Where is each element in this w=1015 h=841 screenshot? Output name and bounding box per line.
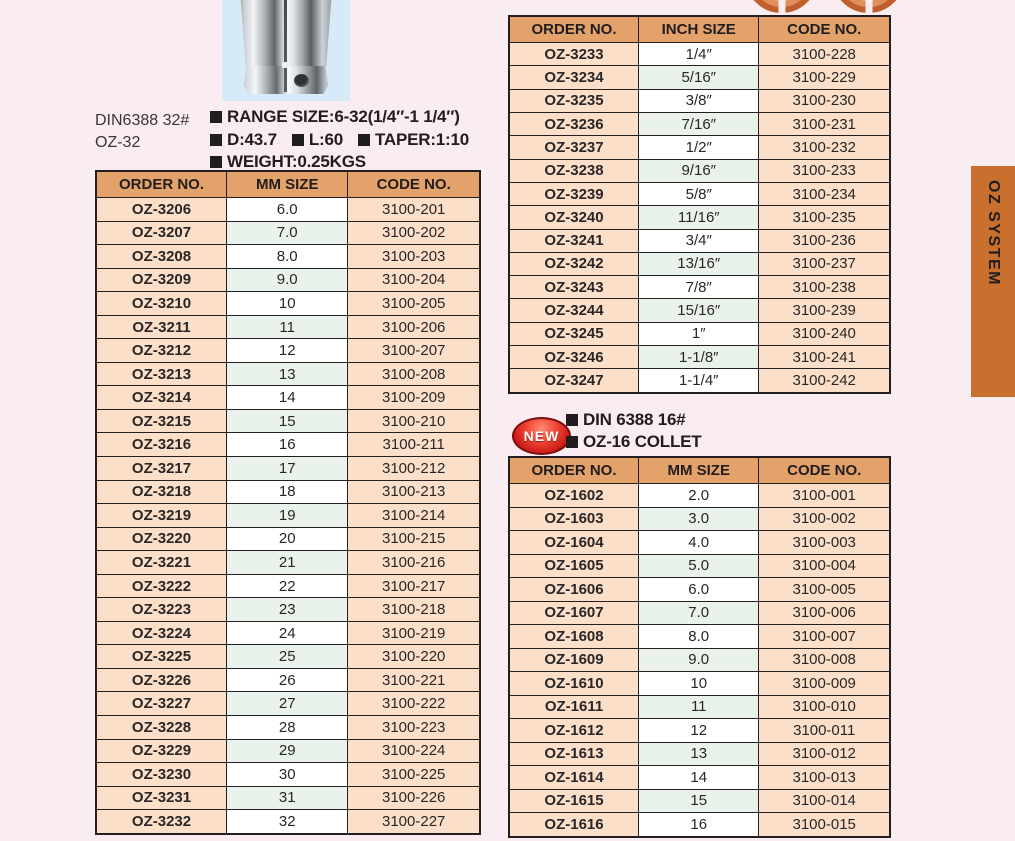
code-no-cell: 3100-232: [759, 136, 890, 159]
size-cell: 32: [227, 810, 348, 834]
order-no-cell: OZ-3225: [96, 645, 227, 669]
order-no-cell: OZ-1607: [509, 601, 639, 625]
order-no-cell: OZ-3245: [509, 322, 639, 345]
table-row: [96, 480, 480, 504]
size-cell: 1″: [639, 322, 759, 345]
order-no-cell: OZ-3228: [96, 716, 227, 740]
order-no-cell: OZ-1614: [509, 766, 639, 790]
size-cell: 24: [227, 621, 348, 645]
code-no-cell: 3100-214: [348, 504, 480, 528]
table-row: [509, 322, 890, 345]
size-cell: 10: [227, 292, 348, 316]
size-cell: 1-1/4″: [639, 369, 759, 393]
size-cell: 11: [227, 315, 348, 339]
order-no-cell: OZ-1604: [509, 531, 639, 555]
size-cell: 27: [227, 692, 348, 716]
table-row: [509, 625, 890, 649]
size-cell: 10: [639, 672, 759, 696]
logo-collet-icon: [745, 0, 818, 13]
table-row: [96, 668, 480, 692]
order-no-cell: OZ-3235: [509, 89, 639, 112]
oz16-mm-table: [508, 456, 891, 838]
table-row: [96, 245, 480, 269]
table-row: [509, 601, 890, 625]
code-no-cell: 3100-229: [759, 66, 890, 89]
code-no-cell: 3100-233: [759, 159, 890, 182]
size-cell: 12: [639, 719, 759, 743]
data-table: [508, 456, 891, 838]
order-no-cell: OZ-3234: [509, 66, 639, 89]
table-row: [509, 89, 890, 112]
code-no-cell: 3100-010: [759, 695, 890, 719]
table-row: [96, 315, 480, 339]
code-no-cell: 3100-240: [759, 322, 890, 345]
size-cell: 6.0: [639, 578, 759, 602]
table-row: [96, 292, 480, 316]
size-cell: 13: [227, 362, 348, 386]
size-cell: 1-1/8″: [639, 346, 759, 369]
order-no-cell: OZ-3219: [96, 504, 227, 528]
size-cell: 23: [227, 598, 348, 622]
table-row: [96, 527, 480, 551]
table-row: [96, 786, 480, 810]
order-no-cell: OZ-3218: [96, 480, 227, 504]
spec-text: DIN 6388 16#: [583, 410, 686, 429]
size-cell: 13: [639, 742, 759, 766]
order-no-cell: OZ-3226: [96, 668, 227, 692]
code-no-cell: 3100-213: [348, 480, 480, 504]
table-body: [509, 484, 890, 838]
spec-item: [358, 130, 469, 150]
size-cell: 5.0: [639, 554, 759, 578]
code-no-cell: 3100-235: [759, 206, 890, 229]
size-cell: 7/16″: [639, 112, 759, 135]
order-no-cell: OZ-3239: [509, 182, 639, 205]
header-row: [509, 16, 890, 43]
order-no-cell: OZ-3230: [96, 763, 227, 787]
size-cell: 9.0: [639, 648, 759, 672]
code-no-cell: 3100-230: [759, 89, 890, 112]
size-cell: 16: [227, 433, 348, 457]
table-row: [509, 369, 890, 393]
code-no-cell: 3100-006: [759, 601, 890, 625]
table-row: [509, 299, 890, 322]
table-row: [96, 551, 480, 575]
order-no-cell: OZ-3232: [96, 810, 227, 834]
table-row: [509, 346, 890, 369]
code-no-cell: 3100-210: [348, 409, 480, 433]
column-header: INCH SIZE: [639, 16, 759, 43]
size-cell: 18: [227, 480, 348, 504]
spec-item: [566, 410, 686, 430]
order-no-cell: OZ-3220: [96, 527, 227, 551]
code-no-cell: 3100-011: [759, 719, 890, 743]
order-no-cell: OZ-1615: [509, 789, 639, 813]
size-cell: 16: [639, 813, 759, 837]
table-row: [96, 621, 480, 645]
order-no-cell: OZ-3214: [96, 386, 227, 410]
order-no-cell: OZ-1603: [509, 507, 639, 531]
order-no-cell: OZ-3242: [509, 252, 639, 275]
table-row: [509, 695, 890, 719]
table-row: [96, 598, 480, 622]
spec-item: [566, 432, 702, 452]
size-cell: 5/16″: [639, 66, 759, 89]
size-cell: 4.0: [639, 531, 759, 555]
bullet-square-icon: [292, 134, 304, 146]
column-header: MM SIZE: [639, 457, 759, 484]
order-no-cell: OZ-3206: [96, 198, 227, 222]
size-cell: 1/4″: [639, 43, 759, 66]
code-no-cell: 3100-207: [348, 339, 480, 363]
code-no-cell: 3100-202: [348, 221, 480, 245]
spec-text: WEIGHT:0.25KGS: [227, 152, 366, 172]
size-cell: 22: [227, 574, 348, 598]
code-no-cell: 3100-209: [348, 386, 480, 410]
code-no-cell: 3100-013: [759, 766, 890, 790]
oz32-spec-list: [210, 106, 484, 174]
table-head: [509, 16, 890, 43]
header-row: [509, 457, 890, 484]
size-cell: 14: [227, 386, 348, 410]
table-row: [96, 386, 480, 410]
size-cell: 9/16″: [639, 159, 759, 182]
table-body: [96, 198, 480, 835]
code-no-cell: 3100-204: [348, 268, 480, 292]
code-no-cell: 3100-231: [759, 112, 890, 135]
spec-item: [210, 130, 277, 150]
size-cell: 3/8″: [639, 89, 759, 112]
size-cell: 26: [227, 668, 348, 692]
code-no-cell: 3100-203: [348, 245, 480, 269]
order-no-cell: OZ-3231: [96, 786, 227, 810]
size-cell: 17: [227, 457, 348, 481]
table-head: [96, 171, 480, 198]
order-no-cell: OZ-3229: [96, 739, 227, 763]
code-no-cell: 3100-211: [348, 433, 480, 457]
size-cell: 3.0: [639, 507, 759, 531]
size-cell: 21: [227, 551, 348, 575]
code-no-cell: 3100-205: [348, 292, 480, 316]
code-no-cell: 3100-216: [348, 551, 480, 575]
order-no-cell: OZ-3208: [96, 245, 227, 269]
table-row: [509, 484, 890, 508]
table-row: [509, 648, 890, 672]
table-row: [96, 716, 480, 740]
column-header: MM SIZE: [227, 171, 348, 198]
order-no-cell: OZ-1605: [509, 554, 639, 578]
spec-item: [292, 130, 343, 150]
code-no-cell: 3100-015: [759, 813, 890, 837]
code-no-cell: 3100-223: [348, 716, 480, 740]
order-no-cell: OZ-3209: [96, 268, 227, 292]
order-no-cell: OZ-3216: [96, 433, 227, 457]
size-cell: 1/2″: [639, 136, 759, 159]
order-no-cell: OZ-3223: [96, 598, 227, 622]
size-cell: 13/16″: [639, 252, 759, 275]
code-no-cell: 3100-215: [348, 527, 480, 551]
order-no-cell: OZ-3222: [96, 574, 227, 598]
oz-system-side-tab: [971, 166, 1015, 397]
code-no-cell: 3100-225: [348, 763, 480, 787]
order-no-cell: OZ-1608: [509, 625, 639, 649]
table-row: [96, 221, 480, 245]
code-no-cell: 3100-221: [348, 668, 480, 692]
table-row: [509, 136, 890, 159]
order-no-cell: OZ-3213: [96, 362, 227, 386]
spec-text: L:60: [308, 129, 343, 149]
size-cell: 14: [639, 766, 759, 790]
model-standard: DIN6388 32#: [95, 112, 190, 129]
table-row: [96, 457, 480, 481]
logo-collet-icon: [832, 0, 905, 13]
size-cell: 7.0: [639, 601, 759, 625]
table-row: [96, 645, 480, 669]
code-no-cell: 3100-227: [348, 810, 480, 834]
table-row: [96, 362, 480, 386]
code-no-cell: 3100-222: [348, 692, 480, 716]
model-block: [95, 110, 189, 154]
order-no-cell: OZ-1609: [509, 648, 639, 672]
table-row: [509, 578, 890, 602]
spec-text: OZ-16 COLLET: [583, 432, 702, 451]
order-no-cell: OZ-3233: [509, 43, 639, 66]
collet-slit-gap: [282, 62, 289, 68]
column-header: ORDER NO.: [96, 171, 227, 198]
data-table: [508, 15, 891, 394]
code-no-cell: 3100-236: [759, 229, 890, 252]
order-no-cell: OZ-1602: [509, 484, 639, 508]
code-no-cell: 3100-239: [759, 299, 890, 322]
order-no-cell: OZ-3241: [509, 229, 639, 252]
collet-slit: [284, 0, 287, 92]
code-no-cell: 3100-228: [759, 43, 890, 66]
order-no-cell: OZ-3243: [509, 276, 639, 299]
table-row: [509, 66, 890, 89]
order-no-cell: OZ-1612: [509, 719, 639, 743]
table-row: [509, 554, 890, 578]
size-cell: 25: [227, 645, 348, 669]
bullet-square-icon: [210, 111, 222, 123]
size-cell: 15/16″: [639, 299, 759, 322]
size-cell: 12: [227, 339, 348, 363]
bullet-square-icon: [566, 436, 578, 448]
column-header: CODE NO.: [759, 16, 890, 43]
oz32-inch-table: [508, 15, 891, 394]
code-no-cell: 3100-009: [759, 672, 890, 696]
order-no-cell: OZ-3237: [509, 136, 639, 159]
order-no-cell: OZ-3236: [509, 112, 639, 135]
code-no-cell: 3100-217: [348, 574, 480, 598]
code-no-cell: 3100-220: [348, 645, 480, 669]
spec-line: [210, 129, 484, 152]
column-header: ORDER NO.: [509, 457, 639, 484]
new-badge: [512, 417, 571, 455]
table-row: [509, 813, 890, 837]
table-row: [96, 574, 480, 598]
spec-text: RANGE SIZE:6-32(1/4″-1 1/4″): [227, 107, 460, 127]
table-row: [509, 112, 890, 135]
table-row: [509, 742, 890, 766]
code-no-cell: 3100-007: [759, 625, 890, 649]
size-cell: 15: [639, 789, 759, 813]
size-cell: 30: [227, 763, 348, 787]
table-body: [509, 43, 890, 394]
collet-photo: [222, 0, 350, 101]
code-no-cell: 3100-224: [348, 739, 480, 763]
size-cell: 29: [227, 739, 348, 763]
size-cell: 3/4″: [639, 229, 759, 252]
code-no-cell: 3100-208: [348, 362, 480, 386]
spec-text: TAPER:1:10: [374, 129, 470, 149]
size-cell: 15: [227, 409, 348, 433]
table-row: [509, 252, 890, 275]
order-no-cell: OZ-1606: [509, 578, 639, 602]
code-no-cell: 3100-219: [348, 621, 480, 645]
table-row: [509, 182, 890, 205]
order-no-cell: OZ-3207: [96, 221, 227, 245]
code-no-cell: 3100-206: [348, 315, 480, 339]
size-cell: 20: [227, 527, 348, 551]
table-row: [96, 339, 480, 363]
code-no-cell: 3100-226: [348, 786, 480, 810]
code-no-cell: 3100-014: [759, 789, 890, 813]
order-no-cell: OZ-1613: [509, 742, 639, 766]
size-cell: 5/8″: [639, 182, 759, 205]
table-row: [96, 739, 480, 763]
size-cell: 11/16″: [639, 206, 759, 229]
code-no-cell: 3100-234: [759, 182, 890, 205]
order-no-cell: OZ-3246: [509, 346, 639, 369]
code-no-cell: 3100-012: [759, 742, 890, 766]
table-row: [96, 409, 480, 433]
code-no-cell: 3100-005: [759, 578, 890, 602]
header-row: [96, 171, 480, 198]
code-no-cell: 3100-241: [759, 346, 890, 369]
table-row: [509, 507, 890, 531]
size-cell: 7.0: [227, 221, 348, 245]
code-no-cell: 3100-004: [759, 554, 890, 578]
column-header: CODE NO.: [348, 171, 480, 198]
table-row: [96, 433, 480, 457]
table-row: [509, 719, 890, 743]
table-row: [509, 159, 890, 182]
code-no-cell: 3100-242: [759, 369, 890, 393]
bullet-square-icon: [210, 134, 222, 146]
order-no-cell: OZ-3212: [96, 339, 227, 363]
size-cell: 7/8″: [639, 276, 759, 299]
spec-text: D:43.7: [227, 129, 277, 149]
table-row: [96, 763, 480, 787]
code-no-cell: 3100-238: [759, 276, 890, 299]
oz16-spec-list: [566, 409, 717, 453]
size-cell: 8.0: [227, 245, 348, 269]
size-cell: 6.0: [227, 198, 348, 222]
spec-item: [210, 107, 460, 127]
order-no-cell: OZ-3224: [96, 621, 227, 645]
order-no-cell: OZ-3211: [96, 315, 227, 339]
code-no-cell: 3100-218: [348, 598, 480, 622]
bullet-square-icon: [358, 134, 370, 146]
table-row: [96, 692, 480, 716]
table-row: [509, 789, 890, 813]
column-header: ORDER NO.: [509, 16, 639, 43]
code-no-cell: 3100-002: [759, 507, 890, 531]
order-no-cell: OZ-1611: [509, 695, 639, 719]
table-head: [509, 457, 890, 484]
spec-line: [566, 431, 717, 453]
table-row: [96, 268, 480, 292]
size-cell: 19: [227, 504, 348, 528]
order-no-cell: OZ-3215: [96, 409, 227, 433]
model-number: OZ-32: [95, 134, 141, 151]
order-no-cell: OZ-3217: [96, 457, 227, 481]
order-no-cell: OZ-3227: [96, 692, 227, 716]
table-row: [96, 810, 480, 834]
new-badge-label: NEW: [523, 428, 560, 444]
table-row: [96, 504, 480, 528]
table-row: [96, 198, 480, 222]
order-no-cell: OZ-3240: [509, 206, 639, 229]
oz32-mm-table: [95, 170, 481, 835]
table-row: [509, 43, 890, 66]
order-no-cell: OZ-3210: [96, 292, 227, 316]
size-cell: 28: [227, 716, 348, 740]
table-row: [509, 672, 890, 696]
order-no-cell: OZ-1616: [509, 813, 639, 837]
code-no-cell: 3100-008: [759, 648, 890, 672]
column-header: CODE NO.: [759, 457, 890, 484]
size-cell: 11: [639, 695, 759, 719]
code-no-cell: 3100-212: [348, 457, 480, 481]
bullet-square-icon: [566, 414, 578, 426]
code-no-cell: 3100-237: [759, 252, 890, 275]
table-row: [509, 766, 890, 790]
size-cell: 8.0: [639, 625, 759, 649]
spec-line: [566, 409, 717, 431]
table-row: [509, 206, 890, 229]
bullet-square-icon: [210, 156, 222, 168]
table-row: [509, 531, 890, 555]
order-no-cell: OZ-1610: [509, 672, 639, 696]
order-no-cell: OZ-3247: [509, 369, 639, 393]
code-no-cell: 3100-201: [348, 198, 480, 222]
size-cell: 31: [227, 786, 348, 810]
side-tab-label: OZ SYSTEM: [985, 180, 1002, 286]
collet-hole: [294, 74, 309, 87]
code-no-cell: 3100-001: [759, 484, 890, 508]
table-row: [509, 229, 890, 252]
order-no-cell: OZ-3238: [509, 159, 639, 182]
order-no-cell: OZ-3244: [509, 299, 639, 322]
spec-line: [210, 106, 484, 129]
size-cell: 2.0: [639, 484, 759, 508]
data-table: [95, 170, 481, 835]
order-no-cell: OZ-3221: [96, 551, 227, 575]
size-cell: 9.0: [227, 268, 348, 292]
table-row: [509, 276, 890, 299]
code-no-cell: 3100-003: [759, 531, 890, 555]
